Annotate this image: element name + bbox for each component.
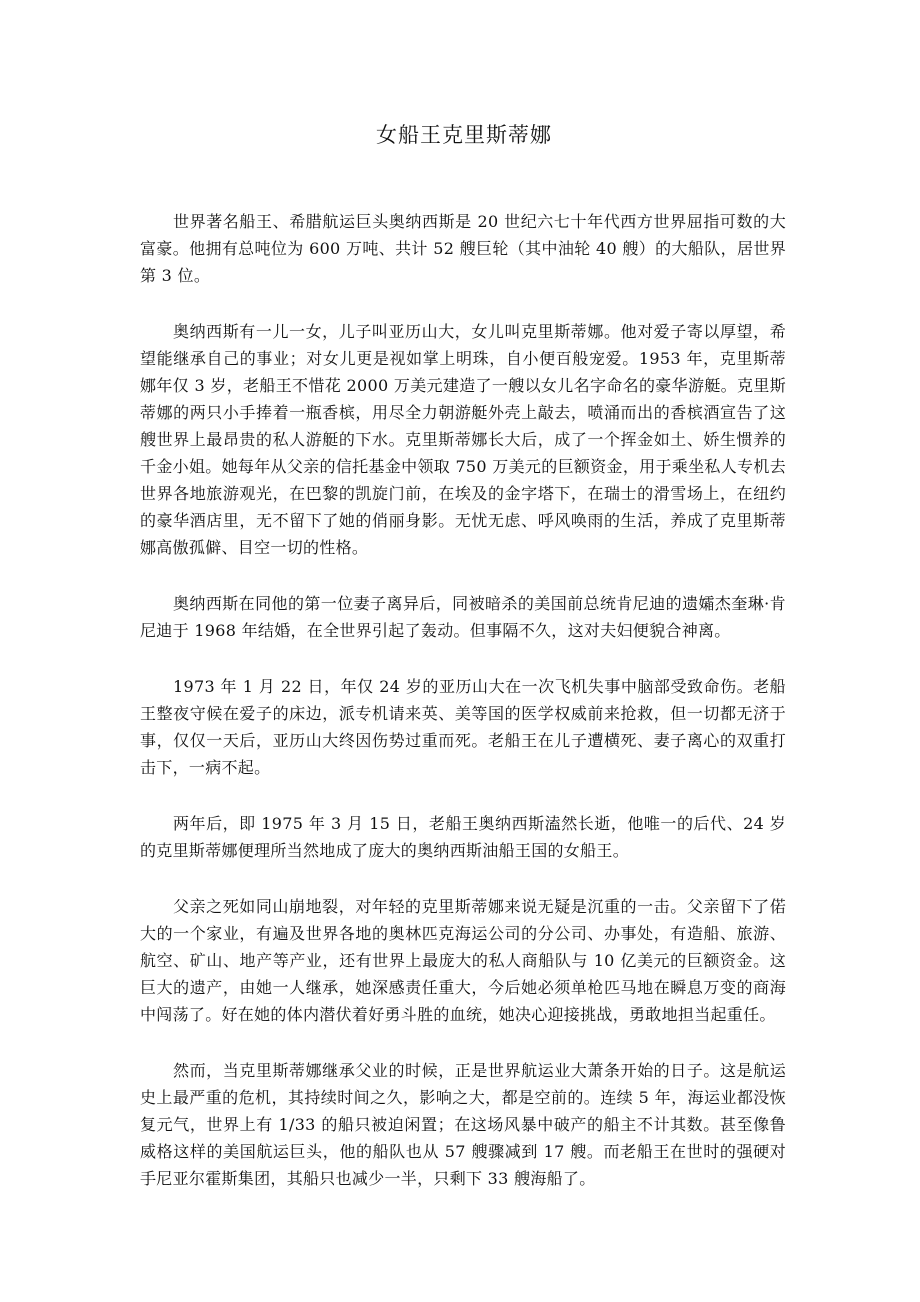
paragraph: 父亲之死如同山崩地裂，对年轻的克里斯蒂娜来说无疑是沉重的一击。父亲留下了偌大的一个家业，有遍及世界各地的奥林匹克海运公司的分公司、办事处，有造船、旅游、航空、矿山、地产等产业，还有世界上最庞大的私人商船队与 10 亿美元的巨额资金。这巨大的遗产，由她一人继承，她深感责任重大，今后她必须单枪匹马地在瞬息万变的商海中闯荡了。好在她的体内潜伏着好勇斗胜的血统，她决心迎接挑战，勇敢地担当起重任。: [140, 897, 786, 1024]
paragraph: 然而，当克里斯蒂娜继承父业的时候，正是世界航运业大萧条开始的日子。这是航运史上最严重的危机，其持续时间之久，影响之大，都是空前的。连续 5 年，海运业都没恢复元气，世界上有 1/33 的船只被迫闲置；在这场风暴中破产的船主不计其数。甚至像鲁威格这样的美国航运巨头，他的船队也从 57 艘骤减到 17 艘。而老船王在世时的强硬对手尼亚尔霍斯集团，其船只也减少一半，只剩下 33 艘海船了。: [140, 1061, 786, 1188]
paragraph: 两年后，即 1975 年 3 月 15 日，老船王奥纳西斯溘然长逝，他唯一的后代、24 岁的克里斯蒂娜便理所当然地成了庞大的奥纳西斯油船王国的女船王。: [140, 814, 786, 860]
paragraph: 奥纳西斯在同他的第一位妻子离异后，同被暗杀的美国前总统肯尼迪的遗孀杰奎琳·肯尼迪于 1968 年结婚，在全世界引起了轰动。但事隔不久，这对夫妇便貌合神离。: [140, 594, 786, 640]
paragraph: 世界著名船王、希腊航运巨头奥纳西斯是 20 世纪六七十年代西方世界屈指可数的大富豪。他拥有总吨位为 600 万吨、共计 52 艘巨轮（其中油轮 40 艘）的大船队，居世界第 3 位。: [140, 212, 786, 285]
paragraph: 奥纳西斯有一儿一女，儿子叫亚历山大，女儿叫克里斯蒂娜。他对爱子寄以厚望，希望能继承自己的事业；对女儿更是视如掌上明珠，自小便百般宠爱。1953 年，克里斯蒂娜年仅 3 岁，老船王不惜花 2000 万美元建造了一艘以女儿名字命名的豪华游艇。克里斯蒂娜的两只小手捧着一瓶香槟，用尽全力朝游艇外壳上敲去，喷涌而出的香槟酒宣告了这艘世界上最昂贵的私人游艇的下水。克里斯蒂娜长大后，成了一个挥金如土、娇生惯养的千金小姐。她每年从父亲的信托基金中领取 750 万美元的巨额资金，用于乘坐私人专机去世界各地旅游观光，在巴黎的凯旋门前，在埃及的金字塔下，在瑞士的滑雪场上，在纽约的豪华酒店里，无不留下了她的俏丽身影。无忧无虑、呼风唤雨的生活，养成了克里斯蒂娜高傲孤僻、目空一切的性格。: [140, 322, 786, 557]
document-body: [140, 208, 786, 1192]
paragraph: 1973 年 1 月 22 日，年仅 24 岁的亚历山大在一次飞机失事中脑部受致命伤。老船王整夜守候在爱子的床边，派专机请来英、美等国的医学权威前来抢救，但一切都无济于事，仅仅一天后，亚历山大终因伤势过重而死。老船王在儿子遭横死、妻子离心的双重打击下，一病不起。: [140, 677, 786, 777]
document-title: 女船王克里斯蒂娜: [376, 123, 552, 147]
document-page: [140, 118, 786, 1221]
